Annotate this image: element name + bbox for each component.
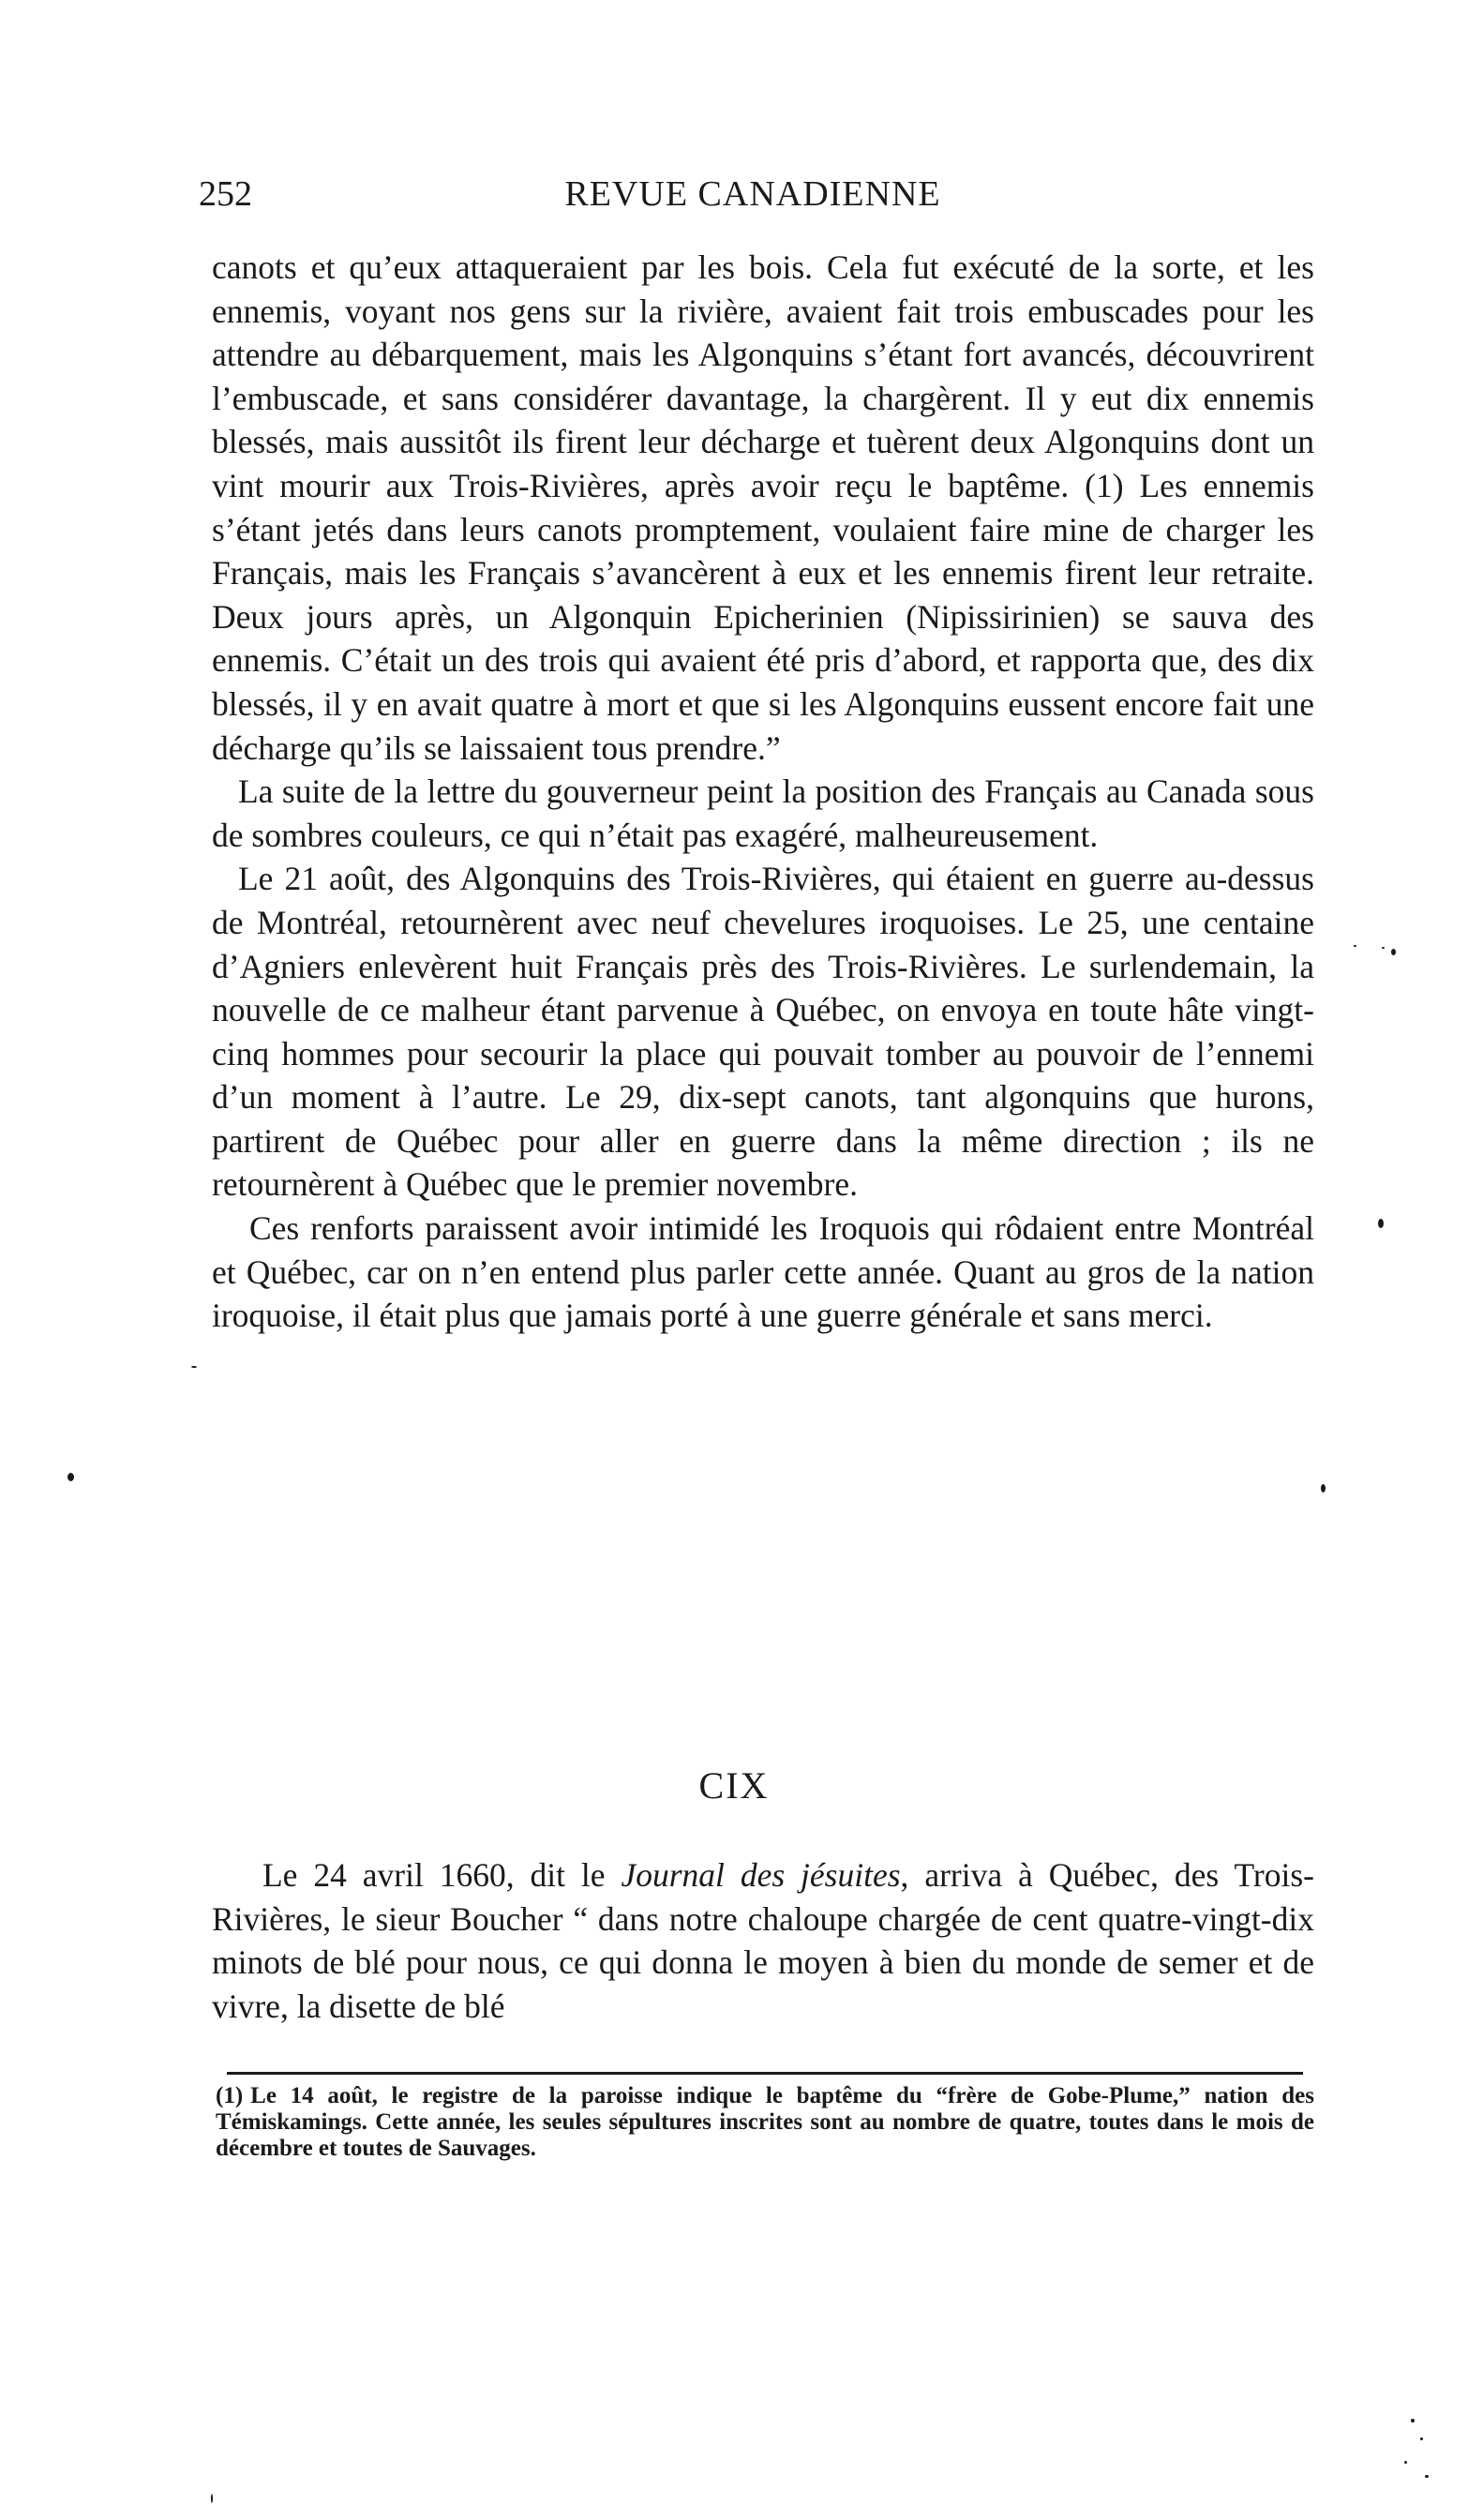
scan-speck (211, 2494, 213, 2503)
running-head (199, 171, 1307, 218)
footnote-marker: (1) (216, 2083, 244, 2108)
paragraph: Le 21 août, des Algonquins des Trois-Rivières, qui étaient en guerre au-dessus de Montréal, retournèrent avec neuf chevelures iroquoises. Le 25, une centaine d’Agniers enlevèrent huit Français près des Trois-Rivières. Le surlendemain, la nouvelle de ce malheur étant parvenue à Québec, on envoya en toute hâte vingt-cinq hommes pour secourir la place qui pouvait tomber au pouvoir de l’ennemi d’un moment à l’autre. Le 29, dix-sept canots, tant algonquins que hurons, partirent de Québec pour aller en guerre dans la même direction ; ils ne retournèrent à Québec que le premier novembre. (212, 860, 1314, 1204)
body-text (212, 246, 1314, 1338)
section-text-after: , arriva à Québec, des Trois-Rivières, le sieur Boucher “ dans notre chaloupe chargée de cent quatre-vingt-dix minots de blé pour nous, ce qui donna le moyen à bien du monde de semer et de vivre, la disette de blé (212, 1856, 1314, 2025)
scan-speck (1411, 2419, 1415, 2422)
footnote (216, 2083, 1314, 2162)
scan-speck (1404, 2461, 1407, 2464)
paragraph: Ces renforts paraissent avoir intimidé les Iroquois qui rôdaient entre Montréal et Québec, car on n’en entend plus parler cette année. Quant au gros de la nation iroquoise, il était plus que jamais porté à une guerre générale et sans merci. (212, 1209, 1314, 1335)
scan-speck (1321, 1484, 1326, 1492)
paragraph: canots et qu’eux attaqueraient par les bois. Cela fut exécuté de la sorte, et les ennemis, voyant nos gens sur la rivière, avaient fait trois embuscades pour les attendre au débarquement, mais les Algonquins s’étant fort avancés, découvrirent l’embuscade, et sans considérer davantage, la chargèrent. Il y eut dix ennemis blessés, mais aussitôt ils firent leur décharge et tuèrent deux Algonquins dont un vint mourir aux Trois-Rivières, après avoir reçu le baptême. (1) Les ennemis s’étant jetés dans leurs canots promptement, voulaient faire mine de charger les Français, mais les Français s’avancèrent à eux et les ennemis firent leur retraite. Deux jours après, un Algonquin Epicherinien (Nipissirinien) se sauva des ennemis. C’était un des trois qui avaient été pris d’abord, et rapporta que, des dix blessés, il y en avait quatre à mort et que si les Algonquins eussent encore fait une décharge qu’ils se laissaient tous prendre.” (212, 248, 1314, 767)
scan-speck (1420, 2438, 1423, 2440)
scan-speck (1382, 947, 1385, 949)
paragraph: La suite de la lettre du gouverneur peint la position des Français au Canada sous de sombres couleurs, ce qui n’était pas exagéré, malheureusement. (212, 772, 1314, 854)
page-number: 252 (199, 174, 252, 214)
scan-speck (1354, 945, 1356, 947)
running-title: REVUE CANADIENNE (564, 174, 941, 214)
section-text (212, 1853, 1314, 2028)
section-text-before: Le 24 avril 1660, dit le (262, 1856, 622, 1894)
footnote-rule (227, 2072, 1303, 2075)
footnote-text: Le 14 août, le registre de la paroisse indique le baptême du “frère de Gobe-Plume,” nation des Témiskamings. Cette année, les seules sépultures inscrites sont au nombre de quatre, toutes dans le mois de décembre et toutes de Sauvages. (216, 2083, 1314, 2161)
journal-title: Journal des jésuites (621, 1856, 901, 1894)
scan-speck (67, 1473, 74, 1481)
scan-speck (1391, 949, 1396, 955)
section-heading: CIX (698, 1764, 770, 1807)
paragraph (212, 1853, 1314, 2028)
scan-speck (1378, 1219, 1384, 1228)
scan-speck (1425, 2475, 1429, 2478)
scan-speck (191, 1366, 197, 1368)
